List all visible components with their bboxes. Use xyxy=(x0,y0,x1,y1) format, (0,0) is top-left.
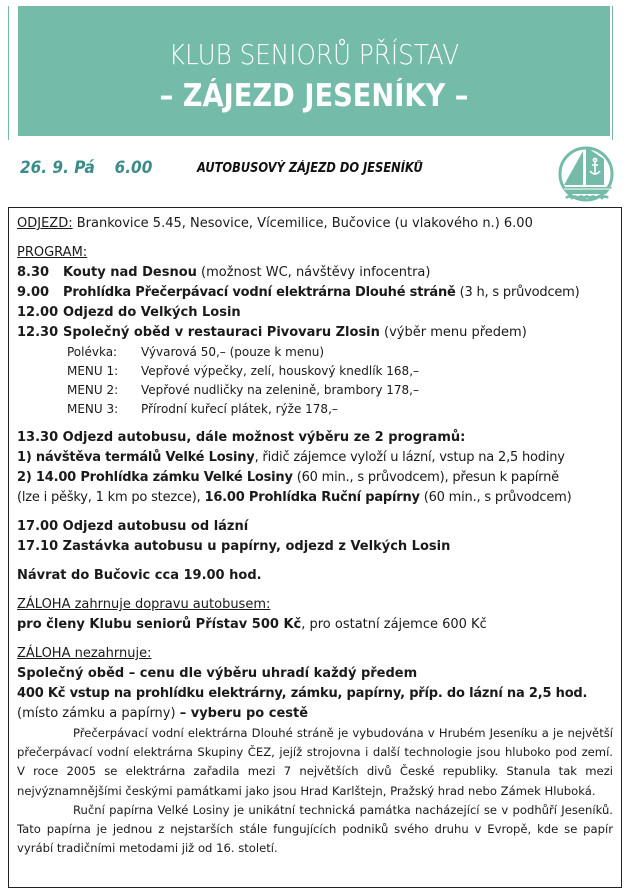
sailboat-anchor-icon xyxy=(556,143,616,203)
info-text xyxy=(17,724,613,858)
program-note: (možnost WC, návštěvy infocentra) xyxy=(196,265,431,280)
menu-label: MENU 3: xyxy=(67,402,119,416)
trip-details xyxy=(8,207,622,888)
program-item xyxy=(17,263,613,283)
program-label: PROGRAM: xyxy=(17,245,88,260)
program-time: 9.00 xyxy=(17,285,50,300)
option-2-title: 2) 14.00 Prohlídka zámku Velké Losiny xyxy=(17,470,293,485)
departure-label: ODJEZD: xyxy=(17,216,73,231)
menu-label: Polévka: xyxy=(67,345,118,359)
event-time: 6.00 xyxy=(114,158,153,178)
option-2 xyxy=(17,468,613,488)
option-1 xyxy=(17,448,613,468)
club-name: KLUB SENIORŮ PŘÍSTAV xyxy=(168,38,460,71)
option-2-papermill: 16.00 Prohlídka Ruční papírny xyxy=(204,490,420,505)
return-line-1: 17.00 Odjezd autobusu od lázní xyxy=(17,519,249,534)
menu-item xyxy=(67,381,613,400)
program-item xyxy=(17,283,613,303)
excluded-entry-fee: 400 Kč vstup na prohlídku elektrárny, zámku, papírny, příp. do lázní na 2,5 hod. xyxy=(17,686,588,701)
excluded-note-collect: – vyberu po cestě xyxy=(179,706,309,721)
menu-text: Vepřové nudličky na zelenině, brambory 178,– xyxy=(141,383,419,397)
trip-title: – ZÁJEZD JESENÍKY – xyxy=(159,78,469,114)
info-paper-mill: Ruční papírna Velké Losiny je unikátní technická památka nacházející se v podhůří Jeseníků. Tato papírna je jednou z nejstarších stále fungujících podniků svého druhu v Evropě, kde se papír vyrábí tradičními metodami již od 16. století. xyxy=(17,802,613,856)
program-note: (výběr menu předem) xyxy=(379,325,527,340)
menu-item xyxy=(67,400,613,419)
deposit-included-price xyxy=(17,615,613,635)
info-power-plant: Přečerpávací vodní elektrárna Dlouhé stráně je vybudována v Hrubém Jeseníku a je největší přečerpávací vodní elektrárna Skupiny ČEZ, jejíž strojovna i další technologie jsou hluboko pod zemí. V roce 2005 se elektrárna zařadila mezi 7 největších divů České republiky. Stanula tak mezi nejvýznamnějšími českými památkami jako jsou Hrad Karlštejn, Pražský hrad nebo Zámek Hluboká. xyxy=(17,726,613,798)
event-title: AUTOBUSOVÝ ZÁJEZD DO JESENÍKŮ xyxy=(197,161,423,176)
deposit-included-label: ZÁLOHA zahrnuje dopravu autobusem: xyxy=(17,597,271,612)
menu-label: MENU 2: xyxy=(67,383,119,397)
event-date: 26. 9. Pá xyxy=(20,158,95,178)
event-datetime xyxy=(20,158,152,178)
departure-text: Brankovice 5.45, Nesovice, Vícemilice, Bučovice (u vlakového n.) 6.00 xyxy=(72,216,533,231)
program-title: Odjezd do Velkých Losin xyxy=(63,305,241,320)
return-line-2: 17.10 Zastávka autobusu u papírny, odjezd z Velkých Losin xyxy=(17,539,451,554)
program-time: 8.30 xyxy=(17,265,50,280)
menu-item xyxy=(67,343,613,362)
excluded-note-text: (místo zámku a papírny) xyxy=(17,706,180,721)
program-list xyxy=(17,263,613,343)
deposit-excluded-label: ZÁLOHA nezahrnuje: xyxy=(17,646,152,661)
afternoon-intro: 13.30 Odjezd autobusu, dále možnost výběru ze 2 programů: xyxy=(17,430,466,445)
excluded-lunch: Společný oběd – cenu dle výběru uhradí každý předem xyxy=(17,666,418,681)
option-1-detail: , řidič zájemce vyloží u lázní, vstup na 2,5 hodiny xyxy=(254,450,565,465)
menu-label: MENU 1: xyxy=(67,364,119,378)
program-title: Kouty nad Desnou xyxy=(63,265,197,280)
option-2-walk: (lze i pěšky, 1 km po stezce), xyxy=(17,490,205,505)
option-2-detail: (60 min., s průvodcem), přesun k papírně xyxy=(292,470,559,485)
header-banner xyxy=(18,6,610,136)
menu-text: Vepřové výpečky, zelí, houskový knedlík 168,– xyxy=(141,364,420,378)
return-arrival: Návrat do Bučovic cca 19.00 hod. xyxy=(17,568,262,583)
program-item xyxy=(17,323,613,343)
program-time: 12.00 xyxy=(17,305,59,320)
option-1-title: 1) návštěva termálů Velké Losiny xyxy=(17,450,255,465)
program-title: Společný oběd v restauraci Pivovaru Zlosin xyxy=(63,325,380,340)
departure-line xyxy=(17,214,613,234)
member-price: pro členy Klubu seniorů Přístav 500 Kč xyxy=(17,617,302,632)
menu-text: Vývarová 50,– (pouze k menu) xyxy=(141,345,325,359)
excluded-note xyxy=(17,704,613,724)
menu-item xyxy=(67,362,613,381)
program-title: Prohlídka Přečerpávací vodní elektrárna Dlouhé stráně xyxy=(63,285,456,300)
option-2-continued xyxy=(17,488,613,508)
option-2-papermill-note: (60 min., s průvodcem) xyxy=(419,490,572,505)
other-price: , pro ostatní zájemce 600 Kč xyxy=(301,617,487,632)
menu-text: Přírodní kuřecí plátek, rýže 178,– xyxy=(141,402,338,416)
lunch-menu xyxy=(17,343,613,419)
program-time: 12.30 xyxy=(17,325,59,340)
program-item xyxy=(17,303,613,323)
program-note: (3 h, s průvodcem) xyxy=(455,285,580,300)
